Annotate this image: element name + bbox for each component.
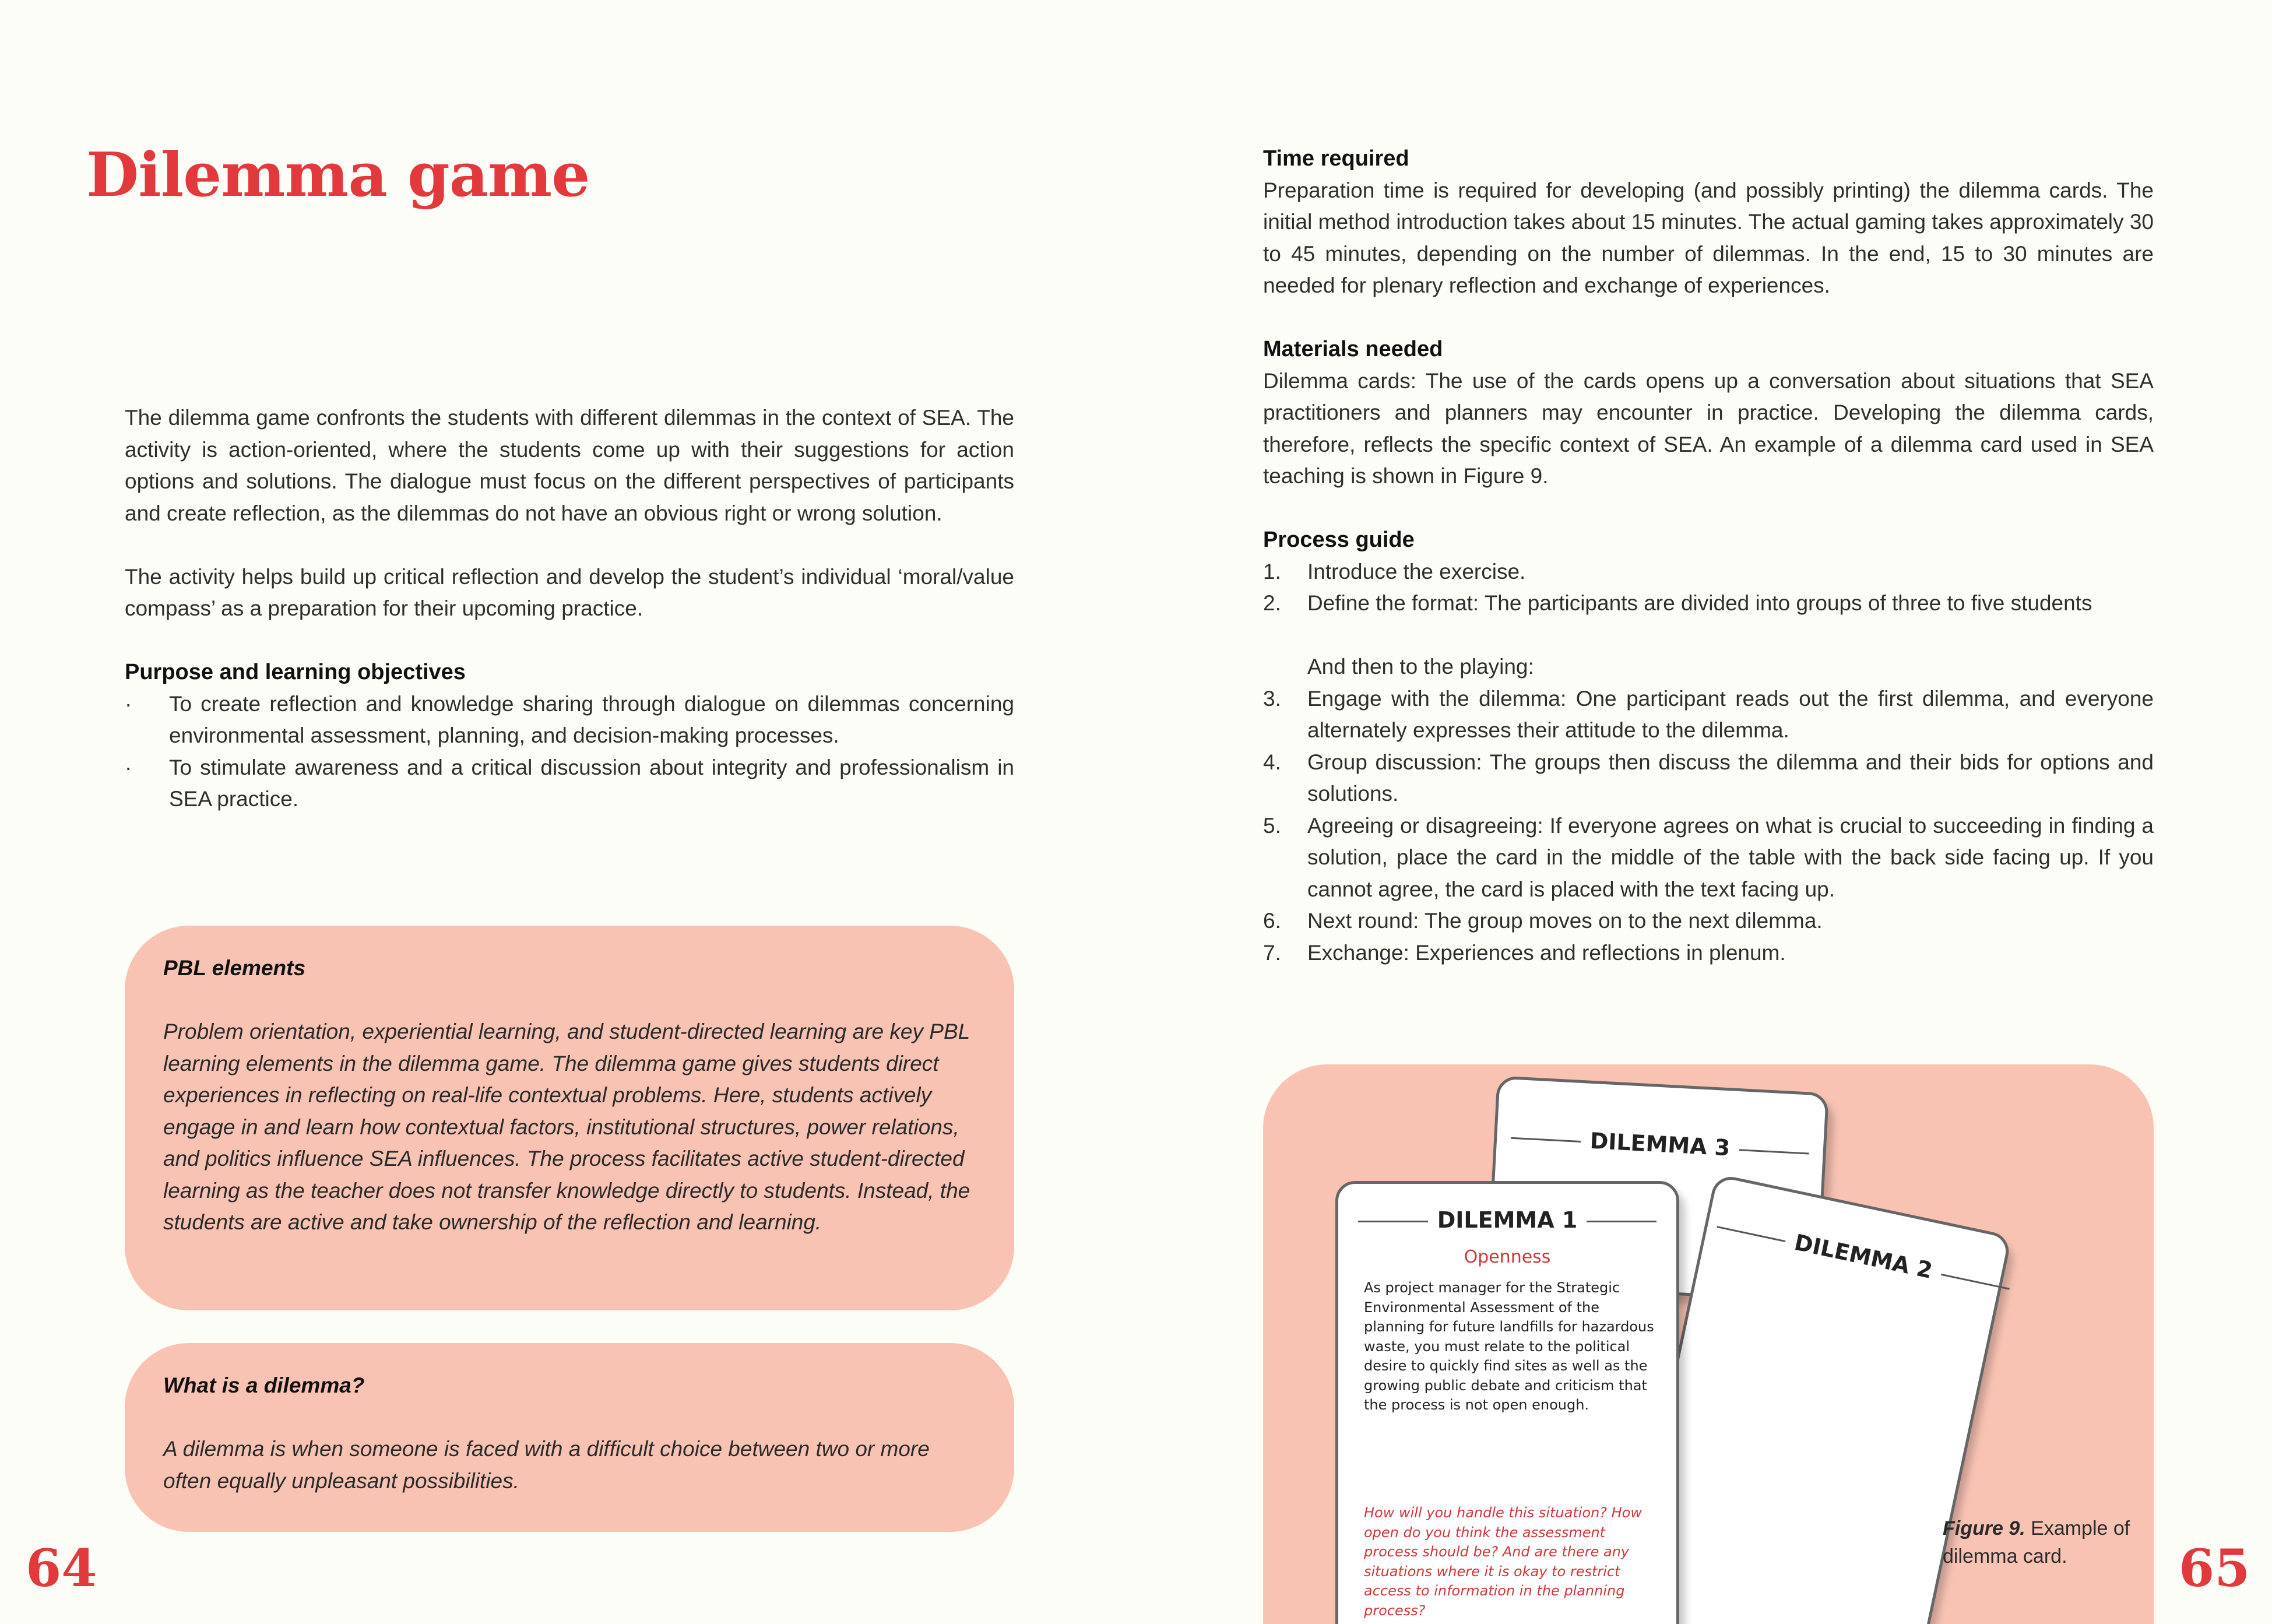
- box-text: A dilemma is when someone is faced with a difficult choice between two or more often equally unpleasant possibilities.: [163, 1437, 930, 1493]
- card-question: How will you handle this situation? How open do you think the assessment process should be? And are there any situations where it is okay to restrict access to information in the planning process?: [1364, 1505, 1643, 1619]
- step-number: 3.: [1263, 686, 1281, 711]
- list-item: · To create reflection and knowledge sharing through dialogue on dilemmas concerning environmental assessment, planning, and decision-making processes.: [125, 688, 1014, 752]
- step-number: 5.: [1263, 813, 1281, 838]
- right-column: [1263, 143, 2154, 969]
- dilemma-card-1: [1335, 1181, 1679, 1624]
- section-heading-time: Time required: [1263, 146, 1409, 171]
- list-item: 4. Group discussion: The groups then discuss the dilemma and their bids for options and solutions.: [1263, 747, 2154, 810]
- caption-label: Figure 9.: [1943, 1517, 2025, 1539]
- section-heading-materials: Materials needed: [1263, 337, 1443, 361]
- card-text: As project manager for the Strategic Environmental Assessment of the planning for future landfills for hazardous waste, you must relate to the political desire to quickly find sites as well as the growing public debate and criticism that the process is not open enough.: [1364, 1279, 1654, 1413]
- section-heading-process: Process guide: [1263, 528, 1415, 552]
- list-item: · To stimulate awareness and a critical discussion about integrity and professionalism in SEA practice.: [125, 752, 1014, 815]
- list-item: 6. Next round: The group moves on to the next dilemma.: [1263, 905, 2154, 937]
- list-item: 3. Engage with the dilemma: One participant reads out the first dilemma, and everyone alternately expresses their attitude to the dilemma.: [1263, 683, 2154, 747]
- purpose-bullet-list: [125, 688, 1014, 815]
- intro-paragraph: The dilemma game confronts the students with different dilemmas in the context of SEA. The activity is action-oriented, where the students come up with their suggestions for action options and solutions. The dialogue must focus on the different perspectives of participants and create reflection, as the dilemmas do not have an obvious right or wrong solution.: [125, 406, 1014, 525]
- page-title: Dilemma game: [86, 139, 590, 210]
- time-text: Preparation time is required for developing (and possibly printing) the dilemma cards. The initial method introduction takes about 15 minutes. The actual gaming takes approximately 30 to 45 minutes, depending on the number of dilemmas. In the end, 15 to 30 minutes are needed for plenary reflection and exchange of experiences.: [1263, 178, 2154, 297]
- box-text: Problem orientation, experiential learning, and student-directed learning are key PBL learning elements in the dilemma game. The dilemma game gives students direct experiences in reflecting on real-life contextual problems. Here, students actively engage in and learn how contextual factors, institutional structures, power relations, and politics influence SEA influences. The process facilitates active student-directed learning as the teacher does not transfer knowledge directly to students. Instead, the students are active and take ownership of the reflection and learning.: [163, 1020, 970, 1234]
- list-item: 7. Exchange: Experiences and reflections in plenum.: [1263, 937, 2154, 969]
- bullet-marker: ·: [125, 755, 132, 779]
- step-number: 4.: [1263, 750, 1281, 774]
- step-number: 2.: [1263, 591, 1281, 615]
- figure-caption: [1943, 1514, 2141, 1570]
- materials-text: Dilemma cards: The use of the cards opens up a conversation about situations that SEA practitioners and planners may encounter in practice. Developing the dilemma cards, therefore, reflects the specific context of SEA. An example of a dilemma card used in SEA teaching is shown in Figure 9.: [1263, 368, 2154, 488]
- box-heading: PBL elements: [163, 956, 306, 980]
- left-column: [125, 402, 1014, 815]
- step-number: 6.: [1263, 909, 1281, 933]
- list-item: 1. Introduce the exercise.: [1263, 556, 2154, 588]
- pbl-elements-box: [125, 926, 1014, 1310]
- list-item: 5. Agreeing or disagreeing: If everyone agrees on what is crucial to succeeding in finding a solution, place the card in the middle of the table with the back side facing up. If you cannot agree, the card is placed with the text facing up.: [1263, 810, 2154, 906]
- card-subtitle: Openness: [1464, 1247, 1551, 1267]
- caption-text: Example of dilemma card.: [1943, 1517, 2130, 1567]
- process-steps-list: [1263, 683, 2154, 969]
- list-item: 2. Define the format: The participants are divided into groups of three to five students: [1263, 588, 2154, 620]
- process-steps-list: [1263, 556, 2154, 620]
- page-number-left: 64: [26, 1538, 97, 1598]
- what-is-dilemma-box: [125, 1343, 1014, 1532]
- playing-intro: And then to the playing:: [1307, 655, 1534, 679]
- box-heading: What is a dilemma?: [163, 1373, 365, 1397]
- section-heading-purpose: Purpose and learning objectives: [125, 660, 466, 684]
- card-title: DILEMMA 1: [1338, 1207, 1676, 1233]
- intro-paragraph: The activity helps build up critical reflection and develop the student’s individual ‘moral/value compass’ as a preparation for their upcoming practice.: [125, 564, 1014, 620]
- card-title: DILEMMA 3: [1496, 1123, 1824, 1165]
- page-number-right: 65: [2179, 1538, 2250, 1598]
- step-number: 7.: [1263, 940, 1281, 965]
- bullet-marker: ·: [125, 691, 132, 716]
- card-title: DILEMMA 2: [1705, 1211, 2002, 1298]
- step-number: 1.: [1263, 559, 1281, 583]
